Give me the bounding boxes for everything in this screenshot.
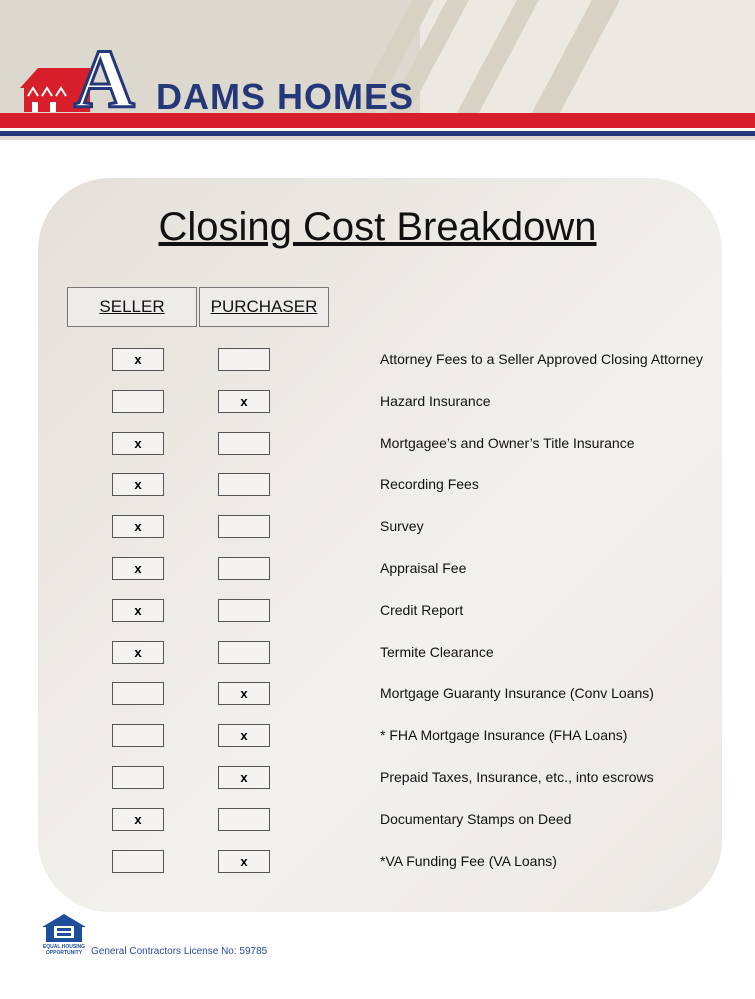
cost-item-label: Hazard Insurance xyxy=(380,392,491,409)
logo-letter-a: A xyxy=(74,33,135,126)
purchaser-checkbox[interactable] xyxy=(218,641,270,664)
purchaser-checkbox[interactable] xyxy=(218,432,270,455)
brand-name: DAMS HOMES xyxy=(156,76,415,117)
cost-item-label: Credit Report xyxy=(380,601,464,618)
license-text: General Contractors License No: 59785 xyxy=(91,946,268,957)
seller-checkbox[interactable] xyxy=(112,724,164,747)
cost-item-label: Appraisal Fee xyxy=(380,560,467,576)
purchaser-checkbox[interactable]: x xyxy=(218,850,270,873)
cost-item-label: Documentary Stamps on Deed xyxy=(380,810,572,827)
seller-checkbox[interactable]: x xyxy=(112,473,164,496)
seller-checkbox[interactable]: x xyxy=(112,515,164,538)
purchaser-checkbox[interactable]: x xyxy=(218,390,270,413)
page-title: Closing Cost Breakdown xyxy=(158,205,597,249)
seller-checkbox[interactable]: x xyxy=(112,557,164,580)
seller-checkbox[interactable]: x xyxy=(112,641,164,664)
purchaser-checkbox[interactable]: x xyxy=(218,682,270,705)
cost-item-label: Mortgagee’s and Owner’s Title Insurance xyxy=(380,434,635,451)
header-banner xyxy=(0,0,755,140)
purchaser-column-header: PURCHASER xyxy=(199,287,329,327)
cost-item-label: Mortgage Guaranty Insurance (Conv Loans) xyxy=(380,685,654,702)
seller-column-header: SELLER xyxy=(67,287,197,327)
cost-item-label: Survey xyxy=(380,518,424,535)
purchaser-checkbox[interactable] xyxy=(218,473,270,496)
cost-item-label: *VA Funding Fee (VA Loans) xyxy=(380,852,557,869)
equal-housing-icon xyxy=(40,913,88,943)
seller-checkbox[interactable] xyxy=(112,682,164,705)
seller-checkbox[interactable]: x xyxy=(112,808,164,831)
purchaser-checkbox[interactable]: x xyxy=(218,724,270,747)
seller-checkbox[interactable] xyxy=(112,850,164,873)
seller-checkbox[interactable] xyxy=(112,766,164,789)
seller-checkbox[interactable]: x xyxy=(112,599,164,622)
purchaser-checkbox[interactable] xyxy=(218,557,270,580)
seller-checkbox[interactable]: x xyxy=(112,348,164,371)
purchaser-checkbox[interactable]: x xyxy=(218,766,270,789)
cost-item-label: Recording Fees xyxy=(380,476,479,493)
seller-checkbox[interactable]: x xyxy=(112,432,164,455)
purchaser-checkbox[interactable] xyxy=(218,348,270,371)
cost-item-label: Prepaid Taxes, Insurance, etc., into escrows xyxy=(380,769,654,785)
equal-housing-text: EQUAL HOUSING OPPORTUNITY xyxy=(42,944,86,956)
cost-item-label: Termite Clearance xyxy=(380,643,494,660)
purchaser-checkbox[interactable] xyxy=(218,515,270,538)
purchaser-checkbox[interactable] xyxy=(218,808,270,831)
cost-item-label: Attorney Fees to a Seller Approved Closing Attorney xyxy=(380,351,703,367)
seller-checkbox[interactable] xyxy=(112,390,164,413)
cost-item-label: * FHA Mortgage Insurance (FHA Loans) xyxy=(380,727,628,744)
purchaser-checkbox[interactable] xyxy=(218,599,270,622)
